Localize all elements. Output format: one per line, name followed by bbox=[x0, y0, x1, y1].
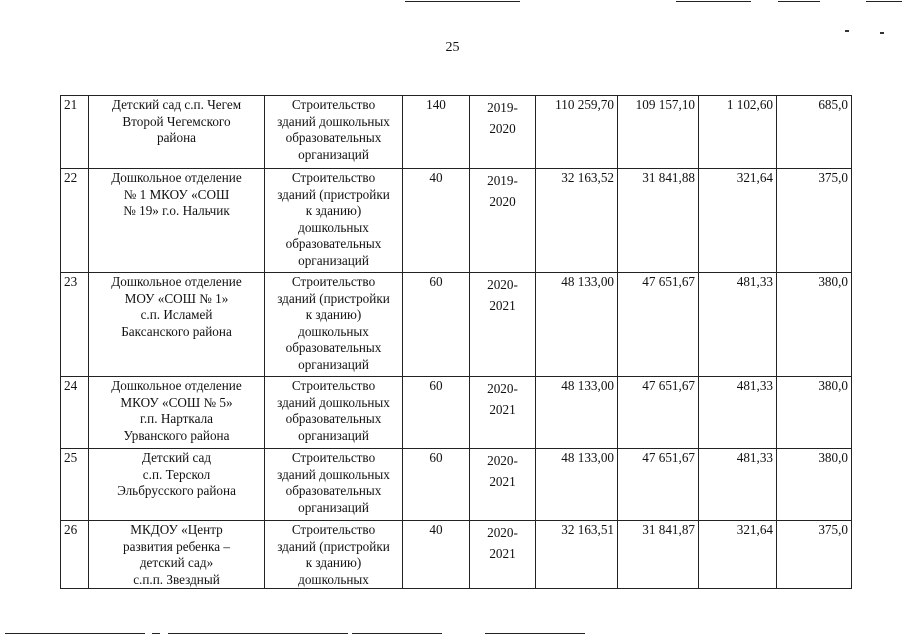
object-name-line: Баксанского района bbox=[121, 323, 232, 339]
work-type-line: к зданию) bbox=[305, 307, 362, 322]
row-number: 26 bbox=[61, 521, 89, 589]
scan-dot-2 bbox=[880, 32, 884, 34]
work-type-line: организаций bbox=[298, 499, 369, 515]
work-type-line: зданий (пристройки bbox=[277, 538, 390, 554]
scan-line-bottom-5 bbox=[485, 633, 585, 634]
object-name bbox=[89, 377, 265, 449]
total-cost: 48 133,00 bbox=[536, 449, 618, 521]
object-name-line: Детский сад bbox=[141, 450, 212, 465]
work-type-line: дошкольных bbox=[298, 323, 369, 339]
regional-funds: 1 102,60 bbox=[699, 96, 777, 169]
object-name-line: г.п. Нарткала bbox=[139, 411, 214, 426]
capacity: 40 bbox=[403, 521, 470, 589]
row-number: 22 bbox=[61, 169, 89, 273]
object-name-line: № 1 МКОУ «СОШ bbox=[123, 186, 230, 202]
work-type bbox=[265, 449, 403, 521]
work-type-line: Строительство bbox=[291, 450, 376, 465]
total-cost: 32 163,52 bbox=[536, 169, 618, 273]
capacity: 60 bbox=[403, 449, 470, 521]
scan-line-top-4 bbox=[866, 1, 902, 2]
total-cost: 48 133,00 bbox=[536, 377, 618, 449]
regional-funds: 321,64 bbox=[699, 169, 777, 273]
table-row bbox=[61, 521, 852, 589]
work-type-line: зданий дошкольных bbox=[277, 113, 390, 129]
period bbox=[470, 273, 536, 377]
object-name-line: МОУ «СОШ № 1» bbox=[124, 290, 229, 306]
period-line: 2020- bbox=[487, 277, 518, 292]
work-type-line: организаций bbox=[298, 146, 369, 162]
scan-dot-1 bbox=[845, 30, 849, 32]
scan-line-bottom-4 bbox=[352, 633, 442, 634]
page-number: 25 bbox=[445, 40, 460, 55]
federal-funds: 47 651,67 bbox=[618, 273, 699, 377]
object-name bbox=[89, 521, 265, 589]
work-type-line: дошкольных bbox=[298, 571, 369, 587]
work-type-line: образовательных bbox=[285, 236, 382, 251]
work-type-line: образовательных bbox=[285, 340, 382, 355]
capacity: 40 bbox=[403, 169, 470, 273]
period bbox=[470, 521, 536, 589]
scan-line-top-2 bbox=[676, 1, 751, 2]
period-line: 2020 bbox=[489, 121, 516, 136]
object-name-line: Второй Чегемского bbox=[122, 113, 231, 129]
period bbox=[470, 96, 536, 169]
object-name-line: с.п. Исламей bbox=[140, 307, 213, 322]
table-row bbox=[61, 169, 852, 273]
period-line: 2019- bbox=[487, 100, 518, 115]
period bbox=[470, 449, 536, 521]
work-type-line: зданий (пристройки bbox=[277, 186, 390, 202]
object-name-line: Дошкольное отделение bbox=[111, 274, 242, 289]
period-line: 2020- bbox=[487, 381, 518, 396]
object-name-line: Дошкольное отделение bbox=[111, 170, 242, 185]
object-name-line: района bbox=[156, 130, 196, 145]
work-type-line: Строительство bbox=[291, 274, 376, 289]
object-name bbox=[89, 96, 265, 169]
local-funds: 380,0 bbox=[777, 377, 852, 449]
federal-funds: 109 157,10 bbox=[618, 96, 699, 169]
object-name-line: Детский сад с.п. Чегем bbox=[111, 97, 242, 112]
period-line: 2019- bbox=[487, 173, 518, 188]
object-name-line: Эльбрусского района bbox=[117, 483, 236, 498]
work-type-line: Строительство bbox=[291, 97, 376, 112]
row-number: 24 bbox=[61, 377, 89, 449]
period bbox=[470, 377, 536, 449]
total-cost: 110 259,70 bbox=[536, 96, 618, 169]
scan-line-bottom-2 bbox=[152, 633, 160, 634]
work-type-line: организаций bbox=[298, 427, 369, 443]
work-type-line: образовательных bbox=[285, 483, 382, 498]
row-number: 25 bbox=[61, 449, 89, 521]
object-name-line: Урванского района bbox=[123, 427, 230, 443]
federal-funds: 31 841,87 bbox=[618, 521, 699, 589]
local-funds: 375,0 bbox=[777, 169, 852, 273]
object-name-line: с.п. Терскол bbox=[142, 466, 211, 482]
work-type-line: зданий (пристройки bbox=[277, 290, 390, 306]
work-type-line: Строительство bbox=[291, 170, 376, 185]
federal-funds: 47 651,67 bbox=[618, 377, 699, 449]
local-funds: 380,0 bbox=[777, 449, 852, 521]
scan-line-top-1 bbox=[405, 1, 520, 2]
scan-line-bottom-3 bbox=[168, 633, 348, 634]
work-type bbox=[265, 521, 403, 589]
row-number: 21 bbox=[61, 96, 89, 169]
period-line: 2020- bbox=[487, 453, 518, 468]
object-name-line: Дошкольное отделение bbox=[111, 378, 242, 393]
work-type-line: организаций bbox=[298, 252, 369, 268]
period-line: 2021 bbox=[489, 546, 516, 561]
work-type bbox=[265, 169, 403, 273]
capacity: 60 bbox=[403, 273, 470, 377]
capacity: 60 bbox=[403, 377, 470, 449]
table-row bbox=[61, 273, 852, 377]
object-name-line: с.п.п. Звездный bbox=[133, 571, 220, 587]
table-row bbox=[61, 377, 852, 449]
object-name bbox=[89, 273, 265, 377]
work-type bbox=[265, 377, 403, 449]
local-funds: 380,0 bbox=[777, 273, 852, 377]
regional-funds: 481,33 bbox=[699, 273, 777, 377]
object-name bbox=[89, 449, 265, 521]
work-type bbox=[265, 96, 403, 169]
total-cost: 32 163,51 bbox=[536, 521, 618, 589]
object-name-line: № 19» г.о. Нальчик bbox=[123, 203, 230, 218]
period-line: 2021 bbox=[489, 298, 516, 313]
object-name-line: развития ребенка – bbox=[123, 538, 230, 554]
federal-funds: 47 651,67 bbox=[618, 449, 699, 521]
period-line: 2021 bbox=[489, 402, 516, 417]
regional-funds: 481,33 bbox=[699, 377, 777, 449]
local-funds: 375,0 bbox=[777, 521, 852, 589]
regional-funds: 321,64 bbox=[699, 521, 777, 589]
scan-line-top-3 bbox=[778, 1, 820, 2]
row-number: 23 bbox=[61, 273, 89, 377]
local-funds: 685,0 bbox=[777, 96, 852, 169]
period-line: 2021 bbox=[489, 474, 516, 489]
scan-line-bottom-1 bbox=[5, 633, 145, 634]
table-row bbox=[61, 96, 852, 169]
work-type-line: зданий дошкольных bbox=[277, 394, 390, 410]
federal-funds: 31 841,88 bbox=[618, 169, 699, 273]
work-type-line: к зданию) bbox=[305, 203, 362, 218]
object-name-line: детский сад» bbox=[139, 555, 214, 570]
work-type-line: организаций bbox=[298, 356, 369, 372]
work-type-line: к зданию) bbox=[305, 555, 362, 570]
total-cost: 48 133,00 bbox=[536, 273, 618, 377]
regional-funds: 481,33 bbox=[699, 449, 777, 521]
period bbox=[470, 169, 536, 273]
work-type-line: Строительство bbox=[291, 522, 376, 537]
table-row bbox=[61, 449, 852, 521]
capacity: 140 bbox=[403, 96, 470, 169]
work-type-line: образовательных bbox=[285, 130, 382, 145]
work-type-line: образовательных bbox=[285, 411, 382, 426]
period-line: 2020 bbox=[489, 194, 516, 209]
object-name-line: МКОУ «СОШ № 5» bbox=[120, 394, 233, 410]
work-type-line: зданий дошкольных bbox=[277, 466, 390, 482]
object-name bbox=[89, 169, 265, 273]
objects-table bbox=[60, 95, 852, 589]
period-line: 2020- bbox=[487, 525, 518, 540]
object-name-line: МКДОУ «Центр bbox=[130, 522, 223, 537]
work-type bbox=[265, 273, 403, 377]
work-type-line: дошкольных bbox=[298, 219, 369, 235]
work-type-line: Строительство bbox=[291, 378, 376, 393]
